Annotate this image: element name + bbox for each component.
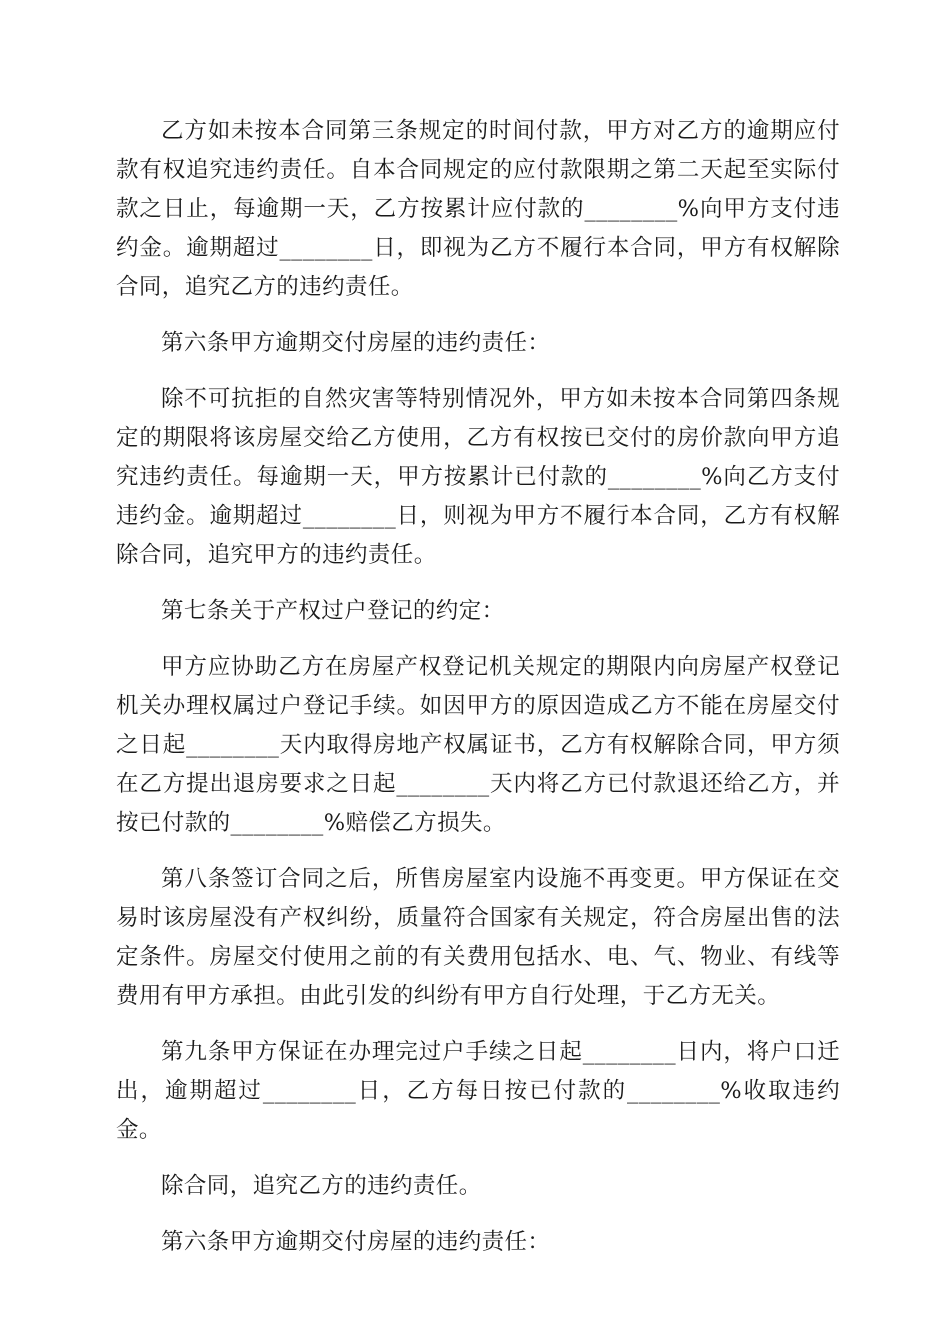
paragraph-late-payment: 乙方如未按本合同第三条规定的时间付款，甲方对乙方的逾期应付款有权追究违约责任。自本合同规定的应付款限期之第二天起至实际付款之日止，每逾期一天，乙方按累计应付款的________%向甲方支付违约金。逾期超过________日，即视为乙方不履行本合同，甲方有权解除合同，追究乙方的违约责任。 — [116, 118, 840, 300]
paragraph-article-8: 第八条签订合同之后，所售房屋室内设施不再变更。甲方保证在交易时该房屋没有产权纠纷，质量符合国家有关规定，符合房屋出售的法定条件。房屋交付使用之前的有关费用包括水、电、气、物业、有线等费用有甲方承担。由此引发的纠纷有甲方自行处理，于乙方无关。 — [116, 866, 840, 1009]
paragraph-article-9: 第九条甲方保证在办理完过户手续之日起________日内，将户口迁出，逾期超过________日，乙方每日按已付款的________%收取违约金。 — [116, 1039, 840, 1143]
paragraph-late-delivery: 除不可抗拒的自然灾害等特别情况外，甲方如未按本合同第四条规定的期限将该房屋交给乙方使用，乙方有权按已交付的房价款向甲方追究违约责任。每逾期一天，甲方按累计已付款的________%向乙方支付违约金。逾期超过________日，则视为甲方不履行本合同，乙方有权解除合同，追究甲方的违约责任。 — [116, 386, 840, 568]
heading-article-6-repeat: 第六条甲方逾期交付房屋的违约责任： — [161, 1229, 551, 1255]
paragraph-title-transfer: 甲方应协助乙方在房屋产权登记机关规定的期限内向房屋产权登记机关办理权属过户登记手续。如因甲方的原因造成乙方不能在房屋交付之日起________天内取得房地产权属证书，乙方有权解除合同，甲方须在乙方提出退房要求之日起________天内将乙方已付款退还给乙方，并按已付款的________%赔偿乙方损失。 — [116, 654, 840, 836]
document-body — [116, 112, 840, 1279]
heading-article-6: 第六条甲方逾期交付房屋的违约责任： — [161, 330, 551, 356]
heading-article-7: 第七条关于产权过户登记的约定： — [161, 598, 505, 624]
paragraph-fragment: 除合同，追究乙方的违约责任。 — [161, 1173, 482, 1199]
